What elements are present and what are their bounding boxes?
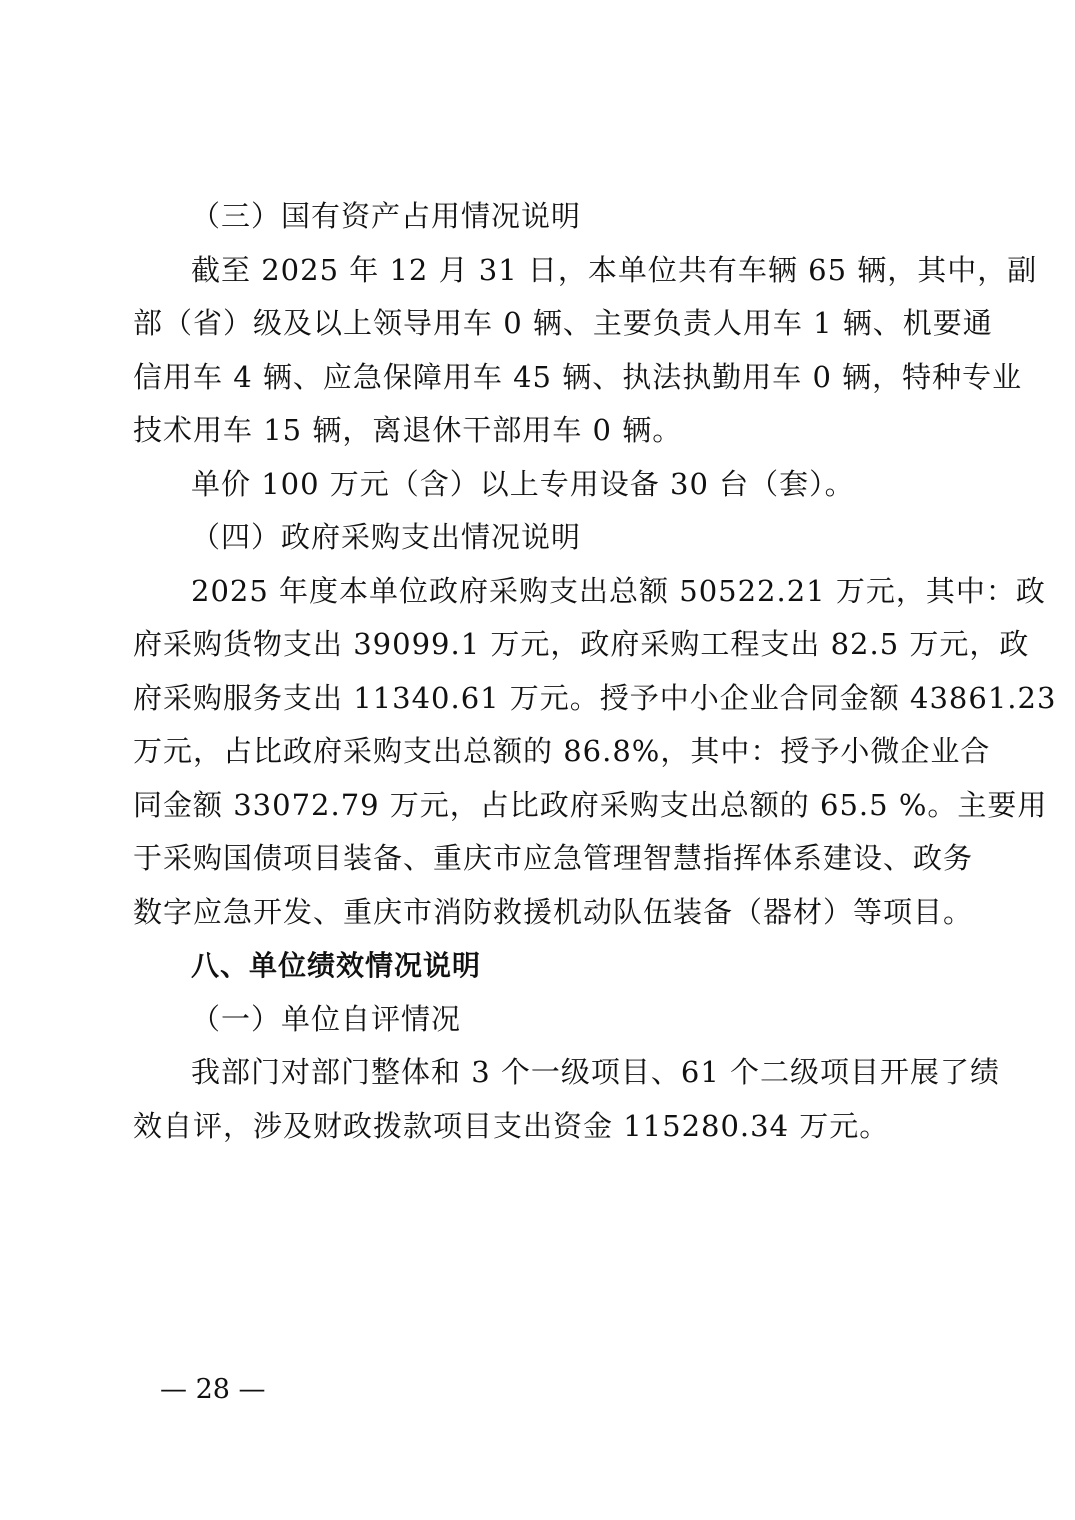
paragraph-vehicles-line-1: 截至 2025 年 12 月 31 日，本单位共有车辆 65 辆，其中，副 bbox=[191, 252, 1038, 287]
paragraph-procurement-line-2: 府采购货物支出 39099.1 万元，政府采购工程支出 82.5 万元，政 bbox=[133, 627, 1030, 661]
chapter-heading-performance: 八、单位绩效情况说明 bbox=[191, 949, 482, 982]
paragraph-vehicles-line-2: 部（省）级及以上领导用车 0 辆、主要负责人用车 1 辆、机要通 bbox=[133, 306, 993, 340]
paragraph-self-evaluation-line-1: 我部门对部门整体和 3 个一级项目、61 个二级项目开展了绩 bbox=[191, 1055, 1001, 1089]
document-body bbox=[133, 190, 1057, 1153]
paragraph-procurement-line-5: 同金额 33072.79 万元，占比政府采购支出总额的 65.5 %。主要用 bbox=[133, 787, 1048, 822]
paragraph-vehicles-line-3: 信用车 4 辆、应急保障用车 45 辆、执法执勤用车 0 辆，特种专业 bbox=[133, 359, 1023, 394]
paragraph-procurement-line-7: 数字应急开发、重庆市消防救援机动队伍装备（器材）等项目。 bbox=[133, 894, 974, 929]
section-heading-procurement: （四）政府采购支出情况说明 bbox=[191, 520, 582, 554]
paragraph-procurement-line-4: 万元，占比政府采购支出总额的 86.8%，其中：授予小微企业合 bbox=[133, 734, 991, 768]
paragraph-procurement-line-6: 于采购国债项目装备、重庆市应急管理智慧指挥体系建设、政务 bbox=[133, 841, 974, 875]
paragraph-vehicles-line-4: 技术用车 15 辆，离退休干部用车 0 辆。 bbox=[133, 413, 683, 447]
page-number: — 28 — bbox=[160, 1374, 266, 1405]
section-heading-self-evaluation: （一）单位自评情况 bbox=[191, 1001, 462, 1036]
paragraph-procurement-line-3: 府采购服务支出 11340.61 万元。授予中小企业合同金额 43861.23 bbox=[133, 680, 1057, 715]
paragraph-self-evaluation-line-2: 效自评，涉及财政拨款项目支出资金 115280.34 万元。 bbox=[133, 1108, 890, 1143]
paragraph-equipment: 单价 100 万元（含）以上专用设备 30 台（套）。 bbox=[191, 466, 855, 501]
paragraph-procurement-line-1: 2025 年度本单位政府采购支出总额 50522.21 万元，其中：政 bbox=[191, 573, 1046, 608]
section-heading-state-assets: （三）国有资产占用情况说明 bbox=[191, 199, 582, 233]
